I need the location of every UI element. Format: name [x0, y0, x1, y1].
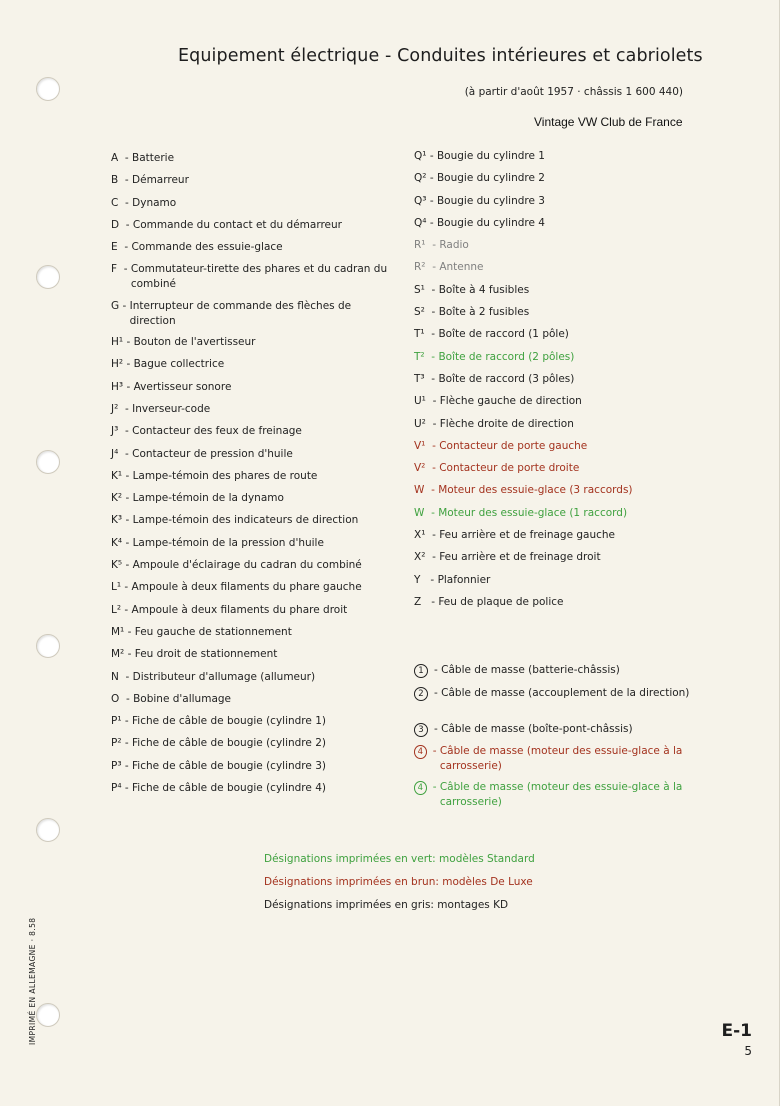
list-item: [111, 759, 391, 781]
item-description: Antenne: [439, 261, 484, 274]
item-separator: -: [424, 506, 439, 519]
item-description: Feu arrière et de freinage droit: [439, 551, 601, 564]
item-code: P³: [111, 759, 122, 772]
item-separator: -: [426, 172, 437, 185]
item-code: A: [111, 152, 119, 164]
item-code: L¹: [111, 581, 122, 594]
item-code: B: [111, 174, 119, 187]
item-code: P¹: [111, 715, 122, 728]
item-code: S¹: [414, 283, 425, 296]
list-item: [414, 573, 714, 595]
list-item: [111, 299, 391, 335]
list-item: [414, 483, 714, 505]
item-separator: -: [426, 150, 437, 162]
item-description: Commutateur-tirette des phares et du cadran du combiné: [130, 263, 388, 291]
list-item: [414, 550, 714, 572]
item-description: Démarreur: [132, 174, 189, 187]
item-separator: -: [434, 686, 442, 699]
item-code: H¹: [111, 336, 124, 349]
circled-number: 4: [414, 745, 427, 759]
list-item: [111, 513, 391, 535]
item-code: O: [111, 692, 120, 705]
item-description: Lampe-témoin de la pression d'huile: [132, 536, 324, 549]
item-description: Boîte de raccord (3 pôles): [438, 372, 575, 385]
item-separator: -: [119, 218, 133, 231]
page-title: Equipement électrique - Conduites intérieures et cabriolets: [178, 46, 703, 66]
list-item: [414, 171, 714, 193]
item-code: W: [414, 506, 425, 519]
item-description: Feu gauche de stationnement: [134, 625, 292, 638]
list-item: [414, 461, 714, 483]
item-description: Boîte à 2 fusibles: [438, 306, 530, 319]
item-code: J³: [111, 425, 119, 438]
item-separator: -: [118, 447, 133, 460]
item-description: Plafonnier: [437, 573, 491, 586]
circled-number: 1: [414, 664, 428, 678]
list-item: [414, 216, 714, 238]
item-separator: -: [432, 745, 440, 757]
item-code: T³: [414, 372, 425, 385]
item-separator: -: [432, 781, 440, 793]
list-item: [111, 151, 391, 173]
circled-number: 4: [414, 781, 427, 795]
item-description: Bague collectrice: [133, 358, 225, 371]
item-separator: -: [123, 336, 134, 349]
item-description: Commande du contact et du démarreur: [132, 218, 342, 231]
item-separator: -: [124, 625, 135, 638]
list-item: [111, 218, 391, 240]
item-code: E: [111, 241, 118, 254]
list-item: [414, 260, 714, 282]
binder-hole: [36, 265, 60, 289]
item-description: Boîte à 4 fusibles: [438, 283, 530, 296]
item-code: Q⁴: [414, 216, 427, 229]
item-description: Bouton de l'avertisseur: [133, 336, 256, 349]
item-description: Feu droit de stationnement: [134, 648, 278, 661]
list-item: [111, 692, 391, 714]
item-separator: -: [424, 372, 439, 385]
list-item: [414, 528, 714, 550]
item-code: Q³: [414, 194, 427, 207]
list-item: [111, 625, 391, 647]
print-note: IMPRIMÉ EN ALLEMAGNE · 8.58: [28, 917, 37, 1045]
item-separator: -: [424, 328, 439, 341]
list-item: [111, 714, 391, 736]
list-item: [111, 558, 391, 580]
item-separator: -: [420, 573, 438, 586]
item-description: Bobine d'allumage: [133, 692, 232, 705]
item-code: N: [111, 670, 119, 683]
item-description: Fiche de câble de bougie (cylindre 3): [132, 759, 326, 772]
item-separator: -: [424, 350, 439, 363]
item-separator: -: [425, 261, 440, 274]
item-description: Contacteur de porte droite: [439, 462, 580, 475]
item-code: Q²: [414, 172, 427, 185]
list-item: [111, 196, 391, 218]
item-code: U²: [414, 417, 426, 430]
legend-brown: Désignations imprimées en brun: modèles De Luxe: [264, 876, 533, 888]
list-item: [111, 736, 391, 758]
item-description: Contacteur des feux de freinage: [132, 425, 302, 438]
item-description: Radio: [439, 239, 469, 252]
item-description: Inverseur-code: [132, 402, 211, 415]
item-separator: -: [119, 299, 130, 312]
item-separator: -: [123, 380, 134, 393]
item-description: Distributeur d'allumage (allumeur): [132, 670, 316, 683]
ground-cable-item: [414, 780, 714, 816]
item-code: Y: [414, 573, 421, 586]
item-description: Bougie du cylindre 3: [436, 194, 545, 207]
item-description: Câble de masse (boîte-pont-châssis): [441, 722, 633, 735]
item-separator: -: [118, 425, 133, 438]
item-description: Batterie: [132, 152, 175, 164]
item-description: Fiche de câble de bougie (cylindre 1): [132, 715, 326, 728]
binder-hole: [36, 818, 60, 842]
item-separator: -: [118, 174, 133, 187]
item-separator: -: [118, 402, 133, 415]
item-code: M²: [111, 648, 125, 661]
item-code: Q¹: [414, 150, 427, 162]
item-code: G: [111, 299, 120, 312]
item-separator: -: [121, 581, 132, 594]
list-item: [414, 372, 714, 394]
component-list-right: [414, 149, 714, 617]
component-list-left: [111, 151, 391, 803]
list-item: [111, 447, 391, 469]
ground-cable-item: [414, 722, 714, 745]
item-code: T¹: [414, 328, 425, 341]
item-separator: -: [421, 595, 439, 608]
item-separator: -: [121, 603, 132, 616]
item-separator: -: [425, 439, 440, 452]
item-separator: -: [434, 722, 442, 735]
item-separator: -: [424, 306, 439, 319]
item-separator: -: [425, 462, 440, 475]
list-item: [414, 194, 714, 216]
item-description: Moteur des essuie-glace (1 raccord): [438, 506, 628, 519]
item-separator: -: [426, 194, 437, 207]
item-separator: -: [425, 417, 440, 430]
item-code: T²: [414, 350, 425, 363]
item-description: Moteur des essuie-glace (3 raccords): [438, 484, 633, 497]
item-description: Câble de masse (accouplement de la direction): [441, 686, 690, 699]
list-item: [111, 335, 391, 357]
item-code: K⁵: [111, 559, 123, 572]
list-item: [414, 305, 714, 327]
item-description: Ampoule à deux filaments du phare gauche: [131, 581, 362, 594]
item-code: S²: [414, 306, 425, 319]
item-description: Bougie du cylindre 2: [436, 172, 545, 185]
item-description: Ampoule à deux filaments du phare droit: [131, 603, 348, 616]
item-separator: -: [124, 648, 135, 661]
item-code: R²: [414, 261, 426, 274]
item-description: Feu arrière et de freinage gauche: [439, 529, 616, 542]
binder-hole: [36, 450, 60, 474]
item-code: C: [111, 196, 119, 209]
list-item: [414, 327, 714, 349]
item-description: Avertisseur sonore: [133, 380, 232, 393]
page-subtitle: (à partir d'août 1957 · châssis 1 600 440): [464, 86, 683, 98]
list-item: [111, 781, 391, 803]
item-code: J⁴: [111, 447, 119, 460]
item-separator: -: [426, 216, 437, 229]
list-item: [414, 283, 714, 305]
page-number: 5: [744, 1044, 752, 1058]
item-code: V²: [414, 462, 426, 475]
item-code: H²: [111, 358, 124, 371]
item-description: Interrupteur de commande des flèches de direction: [129, 299, 352, 327]
item-code: Z: [414, 595, 422, 608]
item-separator: -: [425, 551, 440, 564]
item-description: Bougie du cylindre 4: [436, 216, 545, 229]
section-code: E-1: [721, 1021, 752, 1041]
circled-number: 3: [414, 723, 428, 737]
ground-cable-item: [414, 686, 714, 722]
item-separator: -: [123, 358, 134, 371]
binder-hole: [36, 77, 60, 101]
color-legend: [264, 853, 535, 922]
item-description: Câble de masse (batterie-châssis): [441, 664, 620, 676]
item-description: Dynamo: [132, 196, 177, 209]
item-description: Ampoule d'éclairage du cadran du combiné: [132, 559, 362, 572]
list-item: [111, 469, 391, 491]
item-separator: -: [121, 715, 133, 728]
item-description: Lampe-témoin des indicateurs de direction: [132, 514, 359, 527]
item-code: M¹: [111, 625, 125, 638]
item-description: Fiche de câble de bougie (cylindre 2): [132, 737, 326, 750]
item-description: Fiche de câble de bougie (cylindre 4): [132, 782, 326, 795]
list-item: [111, 491, 391, 513]
ground-cable-item: [414, 744, 714, 780]
list-item: [111, 580, 391, 602]
item-separator: -: [122, 492, 133, 505]
list-item: [111, 603, 391, 625]
legend-gray: Désignations imprimées en gris: montages KD: [264, 899, 509, 911]
list-item: [111, 424, 391, 446]
item-separator: -: [118, 152, 132, 164]
item-code: D: [111, 218, 120, 231]
item-description: Câble de masse (moteur des essuie-glace à la carrosserie): [439, 745, 683, 772]
item-separator: -: [118, 196, 133, 209]
item-separator: -: [118, 670, 133, 683]
list-item: [111, 357, 391, 379]
item-description: Flèche gauche de direction: [439, 395, 582, 408]
item-code: P⁴: [111, 782, 122, 795]
item-separator: -: [121, 782, 133, 795]
list-item: [111, 173, 391, 195]
item-code: V¹: [414, 439, 426, 452]
item-code: L²: [111, 603, 122, 616]
list-item: [111, 380, 391, 402]
list-item: [111, 402, 391, 424]
list-item: [414, 417, 714, 439]
item-separator: -: [122, 514, 133, 527]
item-description: Bougie du cylindre 1: [436, 150, 545, 162]
item-separator: -: [424, 283, 439, 296]
list-item: [414, 149, 714, 171]
legend-green: Désignations imprimées en vert: modèles Standard: [264, 853, 535, 865]
list-item: [111, 670, 391, 692]
item-description: Feu de plaque de police: [438, 595, 564, 608]
item-description: Flèche droite de direction: [439, 417, 574, 430]
item-separator: -: [119, 692, 134, 705]
item-separator: -: [425, 395, 440, 408]
item-separator: -: [121, 737, 133, 750]
list-item: [414, 595, 714, 617]
item-separator: -: [117, 241, 132, 254]
item-code: X¹: [414, 529, 426, 542]
item-code: R¹: [414, 239, 426, 252]
item-code: F: [111, 263, 118, 276]
list-item: [414, 506, 714, 528]
item-code: J²: [111, 402, 119, 415]
item-description: Contacteur de porte gauche: [439, 439, 588, 452]
binder-hole: [36, 634, 60, 658]
item-separator: -: [122, 536, 133, 549]
item-separator: -: [122, 559, 133, 572]
item-description: Câble de masse (moteur des essuie-glace à la carrosserie): [439, 781, 683, 808]
item-separator: -: [425, 239, 440, 252]
item-description: Lampe-témoin des phares de route: [132, 469, 318, 482]
item-separator: -: [425, 529, 440, 542]
item-code: K⁴: [111, 536, 123, 549]
item-code: W: [414, 484, 425, 497]
list-item: [414, 350, 714, 372]
list-item: [414, 439, 714, 461]
item-separator: -: [122, 469, 133, 482]
circled-number: 2: [414, 687, 428, 701]
item-code: U¹: [414, 395, 426, 408]
list-item: [111, 536, 391, 558]
item-description: Boîte de raccord (1 pôle): [438, 328, 569, 341]
item-description: Contacteur de pression d'huile: [132, 447, 293, 460]
item-code: K²: [111, 492, 123, 505]
binder-hole: [36, 1003, 60, 1027]
ground-cable-list: [414, 663, 714, 816]
item-separator: -: [121, 759, 133, 772]
item-description: Boîte de raccord (2 pôles): [438, 350, 575, 363]
item-separator: -: [117, 263, 131, 276]
item-code: H³: [111, 380, 124, 393]
watermark-text: Vintage VW Club de France: [534, 115, 683, 129]
item-separator: -: [434, 664, 442, 676]
list-item: [111, 240, 391, 262]
item-code: K³: [111, 514, 123, 527]
item-code: P²: [111, 737, 122, 750]
list-item: [111, 262, 391, 298]
list-item: [414, 394, 714, 416]
item-separator: -: [424, 484, 439, 497]
item-description: Commande des essuie-glace: [131, 241, 283, 254]
list-item: [414, 238, 714, 260]
list-item: [111, 647, 391, 669]
ground-cable-item: [414, 663, 714, 686]
item-description: Lampe-témoin de la dynamo: [132, 492, 284, 505]
item-code: X²: [414, 551, 426, 564]
item-code: K¹: [111, 469, 123, 482]
